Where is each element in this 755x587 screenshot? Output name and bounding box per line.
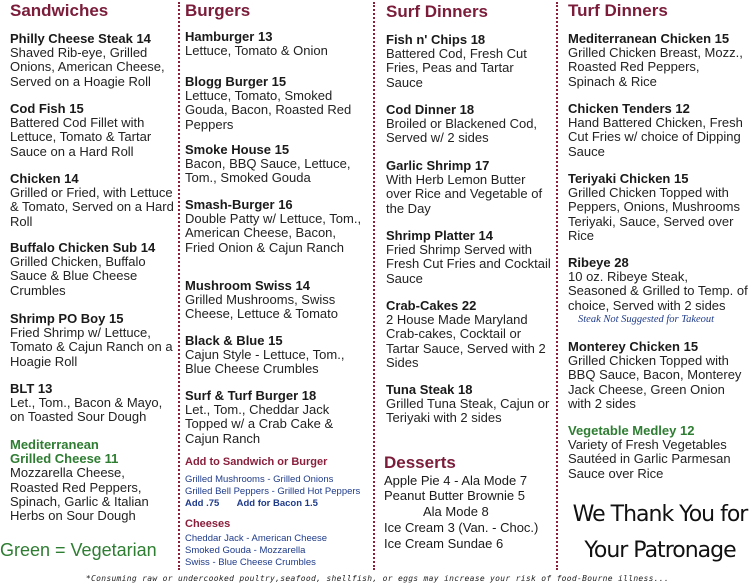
item-desc: Mozzarella Cheese, Roasted Red Peppers, Spinach, Garlic & Italian Herbs on Sour Dough [10,465,149,524]
cheese-line: Swiss - Blue Cheese Crumbles [185,557,316,568]
item-desc: Let., Tom., Bacon & Mayo, on Toasted Sour Dough [10,395,163,425]
dessert-item: Peanut Butter Brownie 5 [384,488,525,503]
addons-section [185,456,360,510]
menu-item [185,389,365,446]
item-name: Mediterranean Grilled Cheese 11 [10,437,119,467]
surf-header: Surf Dinners [386,2,489,21]
item-name: Blogg Burger 15 [185,74,287,89]
item-desc: Grilled or Fried, with Lettuce & Tomato, Served on a Hard Roll [10,185,174,229]
dessert-item: Apple Pie 4 - Ala Mode 7 [384,473,528,488]
item-name: Teriyaki Chicken 15 [568,171,689,186]
menu-item [10,312,175,369]
menu-item [10,102,175,159]
item-desc: Cajun Style - Lettuce, Tom., Blue Cheese Crumbles [185,347,345,377]
item-name: Shrimp PO Boy 15 [10,311,124,326]
item-name: Vegetable Medley 12 [568,423,695,438]
cheeses-section [185,518,327,569]
turf-column [568,0,748,572]
menu-item [386,33,551,90]
item-desc: Grilled Chicken Breast, Mozz., Roasted Red Peppers, Spinach & Rice [568,45,743,89]
item-name: Philly Cheese Steak 14 [10,31,151,46]
item-desc: Battered Cod Fillet with Lettuce, Tomato & Tartar Sauce on a Hard Roll [10,115,152,159]
menu-item [185,279,365,322]
burgers-header: Burgers [185,1,251,20]
item-name: Chicken 14 [10,171,79,186]
menu-item [386,299,551,370]
menu-item [185,75,365,132]
thank-you-line-1: We Thank You for [572,502,748,527]
item-name: Ribeye 28 [568,255,629,270]
menu-item [386,103,551,146]
item-name: Tuna Steak 18 [386,382,473,397]
menu-item [568,32,748,89]
item-name: Fish n' Chips 18 [386,32,486,47]
item-name: Cod Dinner 18 [386,102,475,117]
item-name: Smoke House 15 [185,142,290,157]
menu-item [10,32,175,89]
food-safety-disclaimer: *Consuming raw or undercooked poultry,seafood, shellfish, or eggs may increase your risk of food-Bourne illness... [85,574,670,583]
item-name: Surf & Turf Burger 18 [185,388,317,403]
menu-item [10,241,175,298]
menu-item-vegetarian [10,438,175,523]
menu-item [568,340,748,411]
dessert-item: Ala Mode 8 [423,504,489,519]
burgers-column [185,0,365,572]
item-desc: Let., Tom., Cheddar Jack Topped w/ a Crab Cake & Cajun Ranch [185,402,334,446]
item-desc: Lettuce, Tomato, Smoked Gouda, Bacon, Roasted Red Peppers [185,88,352,132]
menu-item [185,334,365,377]
cheeses-title: Cheeses [185,518,231,530]
menu-item-vegetarian [568,424,748,481]
menu-item [386,229,551,286]
menu-item [185,30,365,58]
menu-item [10,382,175,425]
menu-item [10,172,175,229]
item-desc: Grilled Chicken, Buffalo Sauce & Blue Cheese Crumbles [10,254,146,298]
addon-line: Grilled Mushrooms - Grilled Onions [185,474,334,485]
thank-you-message [570,497,750,569]
item-desc: Grilled Mushrooms, Swiss Cheese, Lettuce & Tomato [185,292,338,322]
vegetarian-legend: Green = Vegetarian [0,540,157,560]
dessert-item: Ice Cream Sundae 6 [384,536,504,551]
menu-item [568,172,748,243]
item-desc: 10 oz. Ribeye Steak, Seasoned & Grilled to Temp. of choice, Served with 2 sides [568,269,748,313]
menu-item [568,102,748,159]
surf-column [386,0,551,572]
menu-item [386,159,551,216]
menu-item [185,198,365,255]
item-desc: With Herb Lemon Butter over Rice and Vegetable of the Day [386,172,543,216]
column-divider [178,2,180,570]
cheese-line: Smoked Gouda - Mozzarella [185,545,306,556]
item-name: Mediterranean Chicken 15 [568,31,730,46]
item-desc: Shaved Rib-eye, Grilled Onions, American Cheese, Served on a Hoagie Roll [10,45,165,89]
dessert-item: Ice Cream 3 (Van. - Choc.) [384,520,539,535]
item-desc: Double Patty w/ Lettuce, Tom., American Cheese, Bacon, Fried Onion & Cajun Ranch [185,211,362,255]
addon-line [185,498,360,510]
sandwiches-column [10,0,175,572]
item-name: Shrimp Platter 14 [386,228,493,243]
item-name: Crab-Cakes 22 [386,298,477,313]
steak-takeout-note: Steak Not Suggested for Takeout [578,314,715,325]
item-desc: Lettuce, Tomato & Onion [185,43,328,59]
column-divider [556,2,558,570]
item-name: Monterey Chicken 15 [568,339,699,354]
item-name: Hamburger 13 [185,29,273,44]
desserts-header: Desserts [384,453,456,472]
item-name: Mushroom Swiss 14 [185,278,310,293]
addon-bacon-price: Add for Bacon 1.5 [236,498,318,509]
item-desc: Broiled or Blackened Cod, Served w/ 2 sides [386,116,538,146]
menu-item [386,383,551,426]
item-name: Black & Blue 15 [185,333,283,348]
item-desc: Bacon, BBQ Sauce, Lettuce, Tom., Smoked Gouda [185,156,351,186]
menu-item [568,256,748,313]
item-desc: Grilled Chicken Topped with Peppers, Onions, Mushrooms Teriyaki, Sauce, Served over Rice [568,185,740,243]
item-name: Buffalo Chicken Sub 14 [10,240,156,255]
item-name: Cod Fish 15 [10,101,84,116]
item-desc: Hand Battered Chicken, Fresh Cut Fries w/ choice of Dipping Sauce [568,115,743,159]
turf-header: Turf Dinners [568,1,668,20]
addon-line: Grilled Bell Peppers - Grilled Hot Peppers [185,486,361,497]
item-desc: Fried Shrimp w/ Lettuce, Tomato & Cajun Ranch on a Hoagie Roll [10,325,173,369]
item-desc: Variety of Fresh Vegetables Sautéed in Garlic Parmesan Sauce over Rice [568,437,731,481]
item-desc: Battered Cod, Fresh Cut Fries, Peas and Tartar Sauce [386,46,527,90]
cheese-line: Cheddar Jack - American Cheese [185,533,328,544]
addon-price: Add .75 [185,498,220,509]
sandwiches-header: Sandwiches [10,1,109,20]
item-name: Smash-Burger 16 [185,197,293,212]
item-name: Garlic Shrimp 17 [386,158,490,173]
item-desc: Grilled Chicken Topped with BBQ Sauce, Bacon, Monterey Jack Cheese, Green Onion with 2 sides [568,353,742,411]
column-divider [373,2,375,570]
item-desc: Grilled Tuna Steak, Cajun or Teriyaki with 2 sides [386,396,550,426]
item-desc: 2 House Made Maryland Crab-cakes, Cocktail or Tartar Sauce, Served with 2 Sides [386,312,546,370]
addons-title: Add to Sandwich or Burger [185,456,328,468]
thank-you-line-2: Your Patronage [584,538,736,563]
item-name: Chicken Tenders 12 [568,101,690,116]
menu-item [185,143,365,186]
item-name: BLT 13 [10,381,53,396]
item-desc: Fried Shrimp Served with Fresh Cut Fries and Cocktail Sauce [386,242,551,286]
